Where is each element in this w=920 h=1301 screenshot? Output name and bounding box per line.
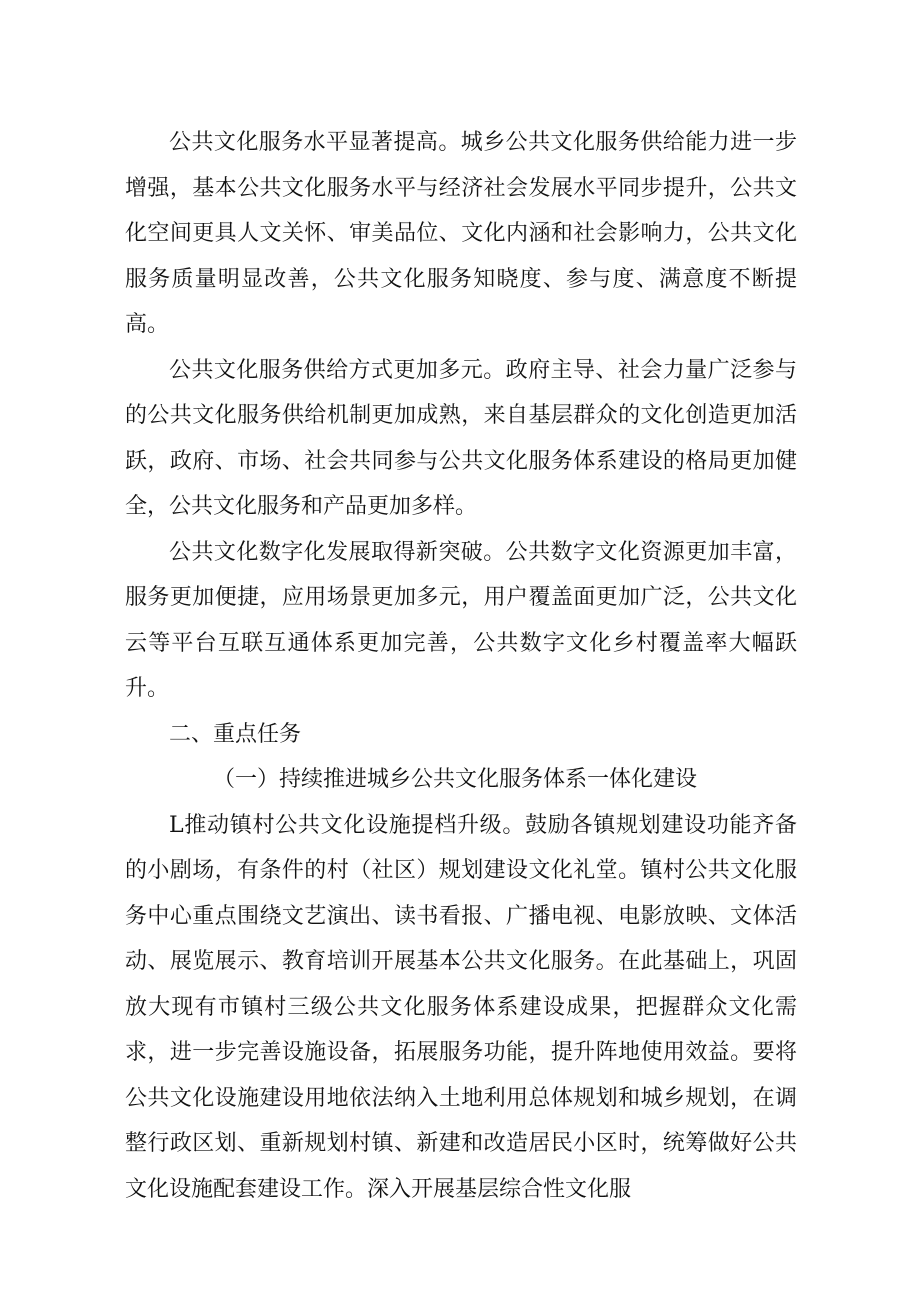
paragraph-supply-methods: 公共文化服务供给方式更加多元。政府主导、社会力量广泛参与的公共文化服务供给机制更加成熟，来自基层群众的文化创造更加活跃，政府、市场、社会共同参与公共文化服务体系建设的格局更加健全，公共文化服务和产品更加多样。 <box>125 357 797 519</box>
section-heading: 二、重点任务 <box>169 721 302 747</box>
subsection-heading: （一）持续推进城乡公共文化服务体系一体化建设 <box>213 767 698 792</box>
paragraph-digital-development: 公共文化数字化发展取得新突破。公共数字文化资源更加丰富，服务更加便捷，应用场景更加多元，用户覆盖面更加广泛，公共文化云等平台互联互通体系更加完善，公共数字文化乡村覆盖率大幅跃升。 <box>125 539 797 701</box>
paragraph-facility-upgrade: L推动镇村公共文化设施提档升级。鼓励各镇规划建设功能齐备的小剧场，有条件的村（社区）规划建设文化礼堂。镇村公共文化服务中心重点围绕文艺演出、读书看报、广播电视、电影放映、文体活动、展览展示、教育培训开展基本公共文化服务。在此基础上，巩固放大现有市镇村三级公共文化服务体系建设成果，把握群众文化需求，进一步完善设施设备，拓展服务功能，提升阵地使用效益。要将公共文化设施建设用地依法纳入土地利用总体规划和城乡规划，在调整行政区划、重新规划村镇、新建和改造居民小区时，统筹做好公共文化设施配套建设工作。深入开展基层综合性文化服 <box>125 812 797 1202</box>
paragraph-service-level: 公共文化服务水平显著提高。城乡公共文化服务供给能力进一步增强，基本公共文化服务水平与经济社会发展水平同步提升，公共文化空间更具人文关怀、审美品位、文化内涵和社会影响力，公共文化服务质量明显改善，公共文化服务知晓度、参与度、满意度不断提高。 <box>125 130 797 337</box>
document-body <box>125 120 797 1212</box>
